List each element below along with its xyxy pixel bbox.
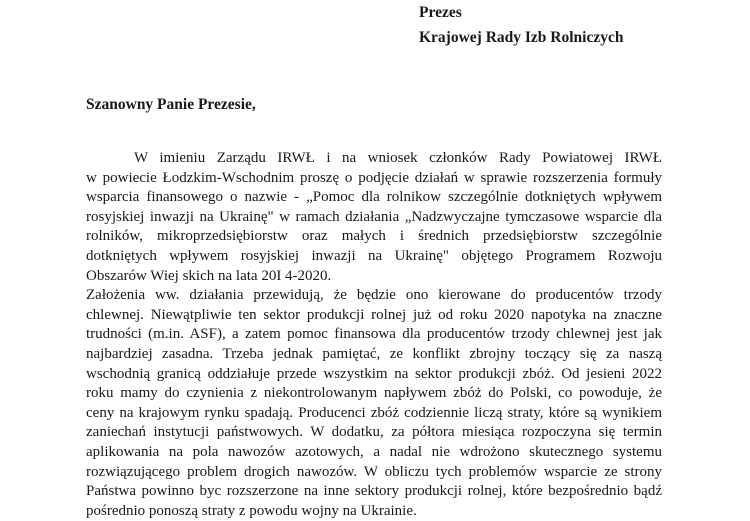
body-line: dotkniętych wpływem rosyjskiej inwazji na Ukrainę" objętego Programem Rozwoju <box>86 247 662 264</box>
body-line: zaniechań instytucji państwowych. W dodatku, za półtora miesiąca rozpoczyna się termin <box>86 424 662 441</box>
body-line: pośrednio ponoszą straty z powodu wojny na Ukrainie. <box>86 502 417 519</box>
body-line: Założenia ww. działania przewidują, że będzie ono kierowane do producentów trzody <box>86 287 662 304</box>
body-line: rozwiązującego problem drogich nawozów. W obliczu tych problemów wsparcie ze strony <box>86 463 662 480</box>
body-line: W imieniu Zarządu IRWŁ i na wniosek członków Rady Powiatowej IRWŁ <box>134 150 662 166</box>
body-line: chlewnej. Niewątpliwie ten sektor produkcji rolnej już od roku 2020 napotyka na znaczne <box>86 306 662 323</box>
body-line: ceny na krajowym rynku spadają. Producenci zbóż codziennie liczą straty, które są wynikiem <box>86 404 662 421</box>
body-line: Obszarów Wiej skich na lata 20I 4-2020. <box>86 267 332 284</box>
body-line: rolników, mikroprzedsiębiorstw oraz małych i średnich przedsiębiorstw szczególnie <box>86 228 662 245</box>
body-line: trudności (m.in. ASF), a zatem pomoc finansowa dla producentów trzody chlewnej jest jak <box>86 326 662 343</box>
salutation: Szanowny Panie Prezesie, <box>86 96 256 113</box>
body-line: Państwa powinno byc rozszerzone na inne sektory produkcji rolnej, które bezpośrednio bądź <box>86 483 662 500</box>
addressee-title: Prezes <box>419 4 462 21</box>
body-line: roku mamy do czynienia z niekontrolowanym napływem zbóż do Polski, co powoduje, że <box>86 385 662 402</box>
body-line: wsparcia finansowego o nazwie - „Pomoc dla rolnikow szczególnie dotkniętych wpływem <box>86 189 662 206</box>
addressee-block <box>419 0 624 50</box>
body-line: rosyjskiej inwazji na Ukrainę" w ramach działania „Nadzwyczajne tymczasowe wsparcie dla <box>86 208 662 225</box>
letter-body <box>86 149 662 521</box>
body-line: w powiecie Łodzkim-Wschodnim proszę o podjęcie działań w sprawie rozszerzenia formuły <box>86 169 662 186</box>
body-line: najbardziej zasadna. Trzeba jednak pamiętać, ze konflikt zbrojny toczący się za naszą <box>86 345 662 362</box>
body-line: aplikowania na pola nawozów azotowych, a nadal nie wdrożono skutecznego systemu <box>86 443 662 460</box>
body-line: wschodnią granicą oddziałuje przede wszystkim na sektor produkcji zbóż. Od jesieni 2022 <box>86 365 662 382</box>
addressee-institution: Krajowej Rady Izb Rolniczych <box>419 29 624 46</box>
